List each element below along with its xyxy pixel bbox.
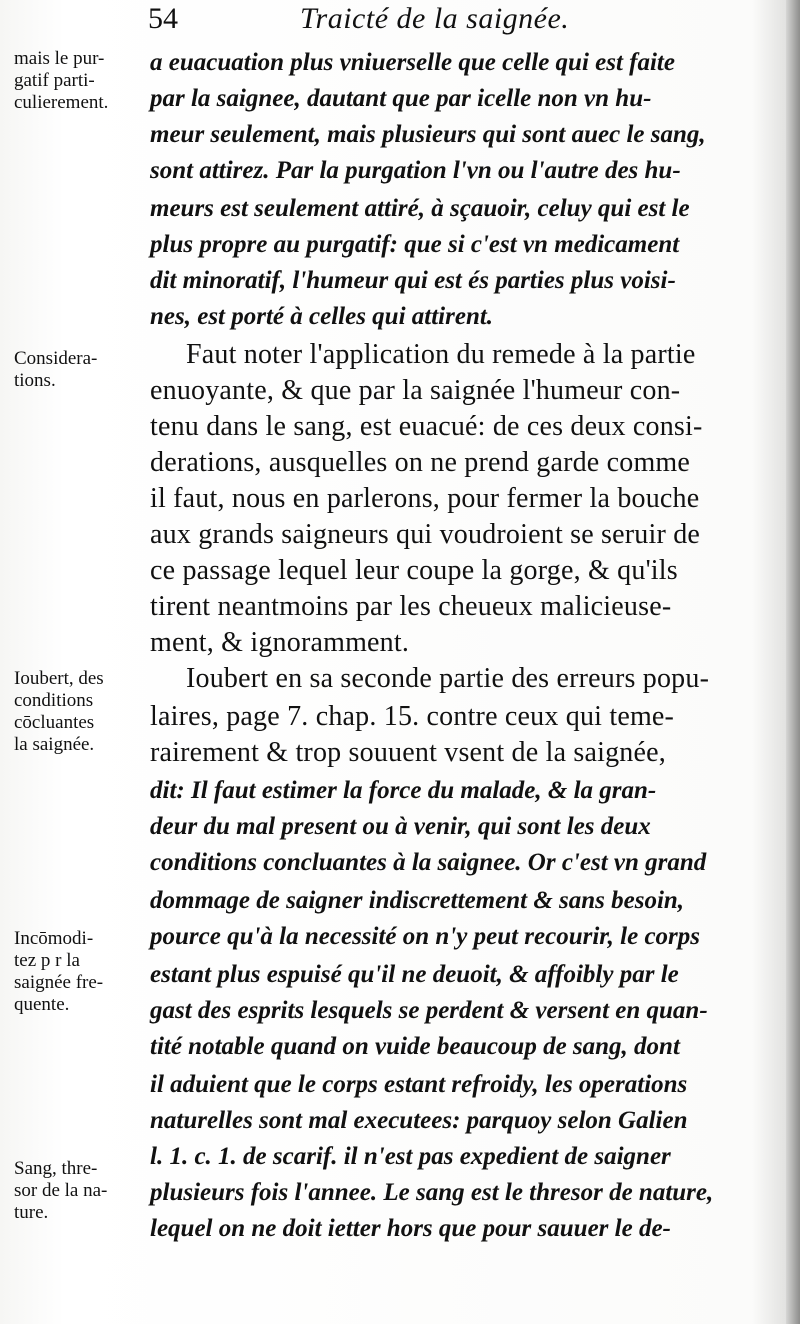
text-line: ce passage lequel leur coupe la gorge, & qu'ils [150,555,678,586]
text-line: deur du mal present ou à venir, qui sont les deux [150,813,651,840]
text-line: gast des esprits lesquels se perdent & versent en quan- [150,997,708,1024]
margin-note-line: cōcluantes [14,712,95,733]
margin-note-line: tez p r la [14,950,80,971]
margin-note-line: la saignée. [14,734,95,755]
text-line: a euacuation plus vniuerselle que celle qui est faite [150,49,675,76]
margin-note-considerations [14,348,148,392]
text-line: dit minoratif, l'humeur qui est és parties plus voisi- [150,267,676,294]
margin-note-line: saignée fre- [14,972,104,993]
text-line: il aduient que le corps estant refroidy, les operations [150,1071,688,1098]
text-line: plusieurs fois l'annee. Le sang est le thresor de nature, [150,1179,714,1206]
text-line: tité notable quand on vuide beaucoup de sang, dont [150,1033,680,1060]
text-line: Faut noter l'application du remede à la partie [186,339,696,370]
text-line: derations, ausquelles on ne prend garde comme [150,447,691,478]
margin-note-line: Ioubert, des [14,668,104,689]
text-line: Ioubert en sa seconde partie des erreurs popu- [186,663,710,694]
page-edge-shadow [786,0,800,1324]
text-line: dit: Il faut estimer la force du malade, & la gran- [150,777,657,804]
text-line: dommage de saigner indiscrettement & sans besoin, [150,887,685,914]
text-line: laires, page 7. chap. 15. contre ceux qui teme- [150,701,675,732]
text-line: rairement & trop souuent vsent de la saignée, [150,737,666,768]
text-line: conditions concluantes à la saignee. Or c'est vn grand [150,849,707,876]
text-line: nes, est porté à celles qui attirent. [150,303,494,330]
text-line: estant plus espuisé qu'il ne deuoit, & affoibly par le [150,961,679,988]
text-line: enuoyante, & que par la saignée l'humeur con- [150,375,681,406]
text-line: aux grands saigneurs qui voudroient se seruir de [150,519,701,550]
margin-note-incommodites [14,928,148,1016]
text-line: ment, & ignoramment. [150,627,410,658]
text-line: tirent neantmoins par les cheueux malicieuse- [150,591,672,622]
text-line: meurs est seulement attiré, à sçauoir, celuy qui est le [150,195,690,222]
margin-note-line: culierement. [14,92,109,113]
text-line: plus propre au purgatif: que si c'est vn medicament [150,231,680,258]
margin-note-line: Considera- [14,348,98,369]
text-line: pource qu'à la necessité on n'y peut recourir, le corps [150,923,700,950]
text-line: lequel on ne doit ietter hors que pour sauuer le de- [150,1215,671,1242]
margin-note-purgatif [14,48,148,114]
text-line: sont attirez. Par la purgation l'vn ou l'autre des hu- [150,157,681,184]
text-line: l. 1. c. 1. de scarif. il n'est pas expedient de saigner [150,1143,671,1170]
margin-note-line: ture. [14,1202,49,1223]
text-line: naturelles sont mal executees: parquoy selon Galien [150,1107,688,1134]
margin-note-line: Sang, thre- [14,1158,98,1179]
margin-note-line: gatif parti- [14,70,95,91]
text-line: tenu dans le sang, est euacué: de ces deux consi- [150,411,703,442]
text-line: par la saignee, dautant que par icelle non vn hu- [150,85,652,112]
page-number: 54 [148,2,178,35]
margin-note-line: quente. [14,994,70,1015]
running-title: Traicté de la saignée. [300,2,570,35]
text-line: il faut, nous en parlerons, pour fermer la bouche [150,483,700,514]
margin-note-ioubert [14,668,148,756]
margin-note-line: Incōmodi- [14,928,94,949]
margin-note-line: mais le pur- [14,48,105,69]
text-line: meur seulement, mais plusieurs qui sont auec le sang, [150,121,706,148]
margin-note-sang [14,1158,148,1224]
margin-note-line: tions. [14,370,56,391]
margin-note-line: conditions [14,690,94,711]
margin-note-line: sor de la na- [14,1180,108,1201]
